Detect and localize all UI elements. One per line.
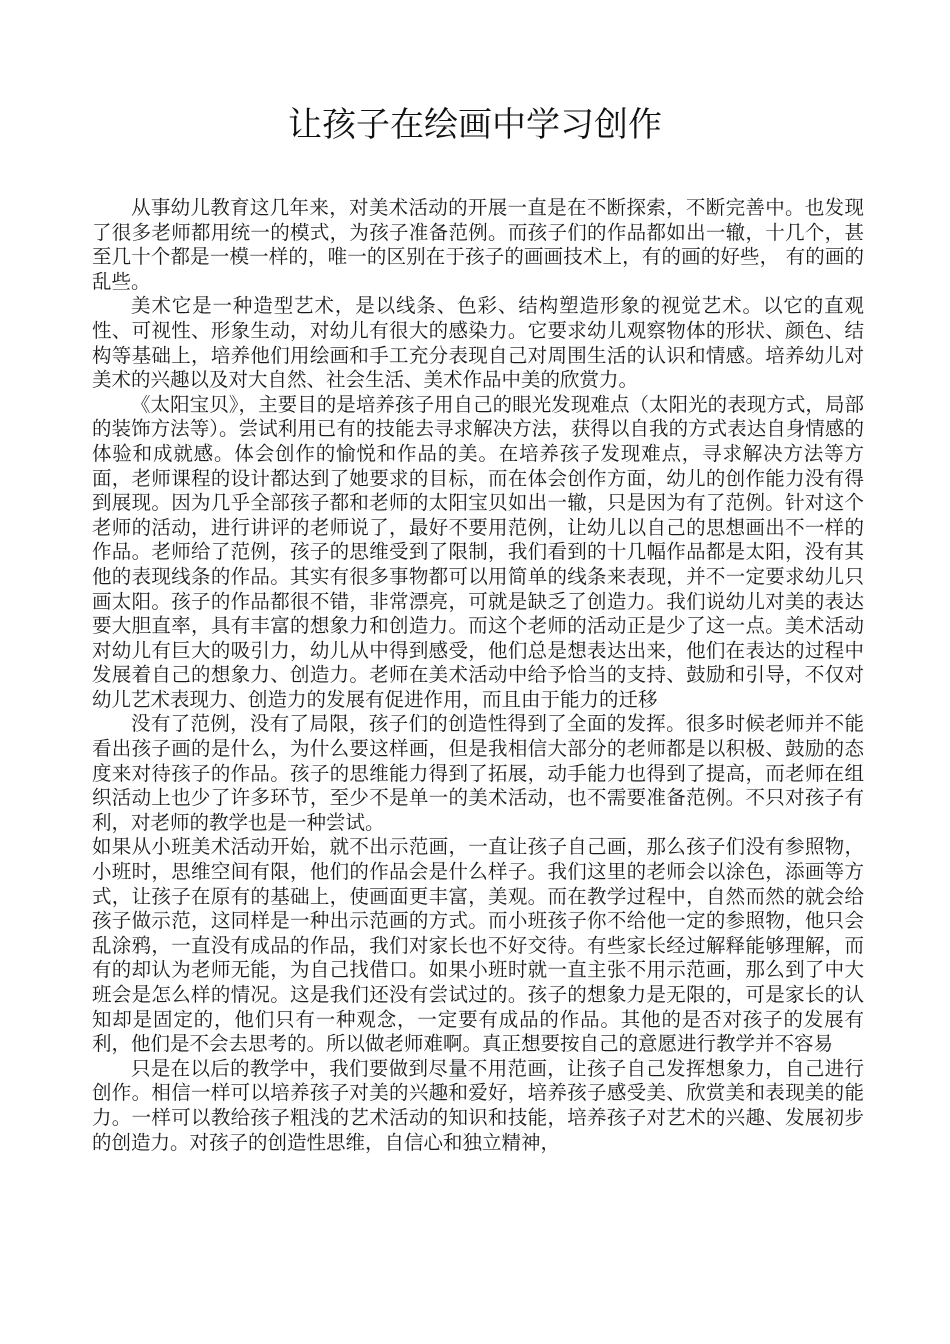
document-title: 让孩子在绘画中学习创作 bbox=[288, 105, 662, 145]
paragraph-1: 从事幼儿教育这几年来，对美术活动的开展一直是在不断探索，不断完善中。也发现了很多老师都用统一的模式，为孩子准备范例。而孩子们的作品都如出一辙，十几个，甚至几十个都是一模一样的，唯一的区别在于孩子的画画技术上，有的画的好些， 有的画的乱些。 bbox=[92, 196, 864, 293]
paragraph-5: 如果从小班美术活动开始，就不出示范画，一直让孩子自己画，那么孩子们没有参照物，小班时，思维空间有限，他们的作品会是什么样子。我们这里的老师会以涂色，添画等方式，让孩子在原有的基础上，使画面更丰富，美观。而在教学过程中，自然而然的就会给孩子做示范，这同样是一种出示范画的方式。而小班孩子你不给他一定的参照物，他只会乱涂鸦，一直没有成品的作品，我们对家长也不好交待。有些家长经过解释能够理解，而有的却认为老师无能，为自己找借口。如果小班时就一直主张不用示范画，那么到了中大班会是怎么样的情况。这是我们还没有尝试过的。孩子的想象力是无限的，可是家长的认知却是固定的，他们只有一种观念，一定要有成品的作品。其他的是否对孩子的发展有利，他们是不会去思考的。所以做老师难啊。真正想要按自己的意愿进行教学并不容易 bbox=[92, 835, 864, 1056]
document-body bbox=[92, 196, 864, 1155]
paragraph-3: 《太阳宝贝》，主要目的是培养孩子用自己的眼光发现难点（太阳光的表现方式，局部的装饰方法等）。尝试利用已有的技能去寻求解决方法，获得以自我的方式表达自身情感的体验和成就感。体会创作的愉悦和作品的美。在培养孩子发现难点，寻求解决方法等方面，老师课程的设计都达到了她要求的目标，而在体会创作方面，幼儿的创作能力没有得到展现。因为几乎全部孩子都和老师的太阳宝贝如出一辙，只是因为有了范例。针对这个老师的活动，进行讲评的老师说了，最好不要用范例，让幼儿以自己的思想画出不一样的作品。老师给了范例，孩子的思维受到了限制，我们看到的十几幅作品都是太阳，没有其他的表现线条的作品。其实有很多事物都可以用简单的线条来表现，并不一定要求幼儿只画太阳。孩子的作品都很不错，非常漂亮，可就是缺乏了创造力。我们说幼儿对美的表达要大胆直率，具有丰富的想象力和创造力。而这个老师的活动正是少了这一点。美术活动对幼儿有巨大的吸引力，幼儿从中得到感受，他们总是想表达出来，他们在表达的过程中发展着自己的想象力、创造力。老师在美术活动中给予恰当的支持、鼓励和引导，不仅对幼儿艺术表现力、创造力的发展有促进作用，而且由于能力的迁移 bbox=[92, 392, 864, 711]
paragraph-4: 没有了范例，没有了局限，孩子们的创造性得到了全面的发挥。很多时候老师并不能看出孩子画的是什么，为什么要这样画，但是我相信大部分的老师都是以积极、鼓励的态度来对待孩子的作品。孩子的思维能力得到了拓展，动手能力也得到了提高，而老师在组织活动上也少了许多环节，至少不是单一的美术活动，也不需要准备范例。不只对孩子有利，对老师的教学也是一种尝试。 bbox=[92, 712, 864, 834]
paragraph-2: 美术它是一种造型艺术，是以线条、色彩、结构塑造形象的视觉艺术。以它的直观性、可视性、形象生动，对幼儿有很大的感染力。它要求幼儿观察物体的形状、颜色、结构等基础上，培养他们用绘画和手工充分表现自己对周围生活的认识和情感。培养幼儿对美术的兴趣以及对大自然、社会生活、美术作品中美的欣赏力。 bbox=[92, 294, 864, 392]
paragraph-6: 只是在以后的教学中，我们要做到尽量不用范画，让孩子自己发挥想象力，自己进行创作。相信一样可以培养孩子对美的兴趣和爱好，培养孩子感受美、欣赏美和表现美的能力。一样可以教给孩子粗浅的艺术活动的知识和技能，培养孩子对艺术的兴趣、发展初步的创造力。对孩子的创造性思维，自信心和独立精神， bbox=[92, 1056, 864, 1154]
